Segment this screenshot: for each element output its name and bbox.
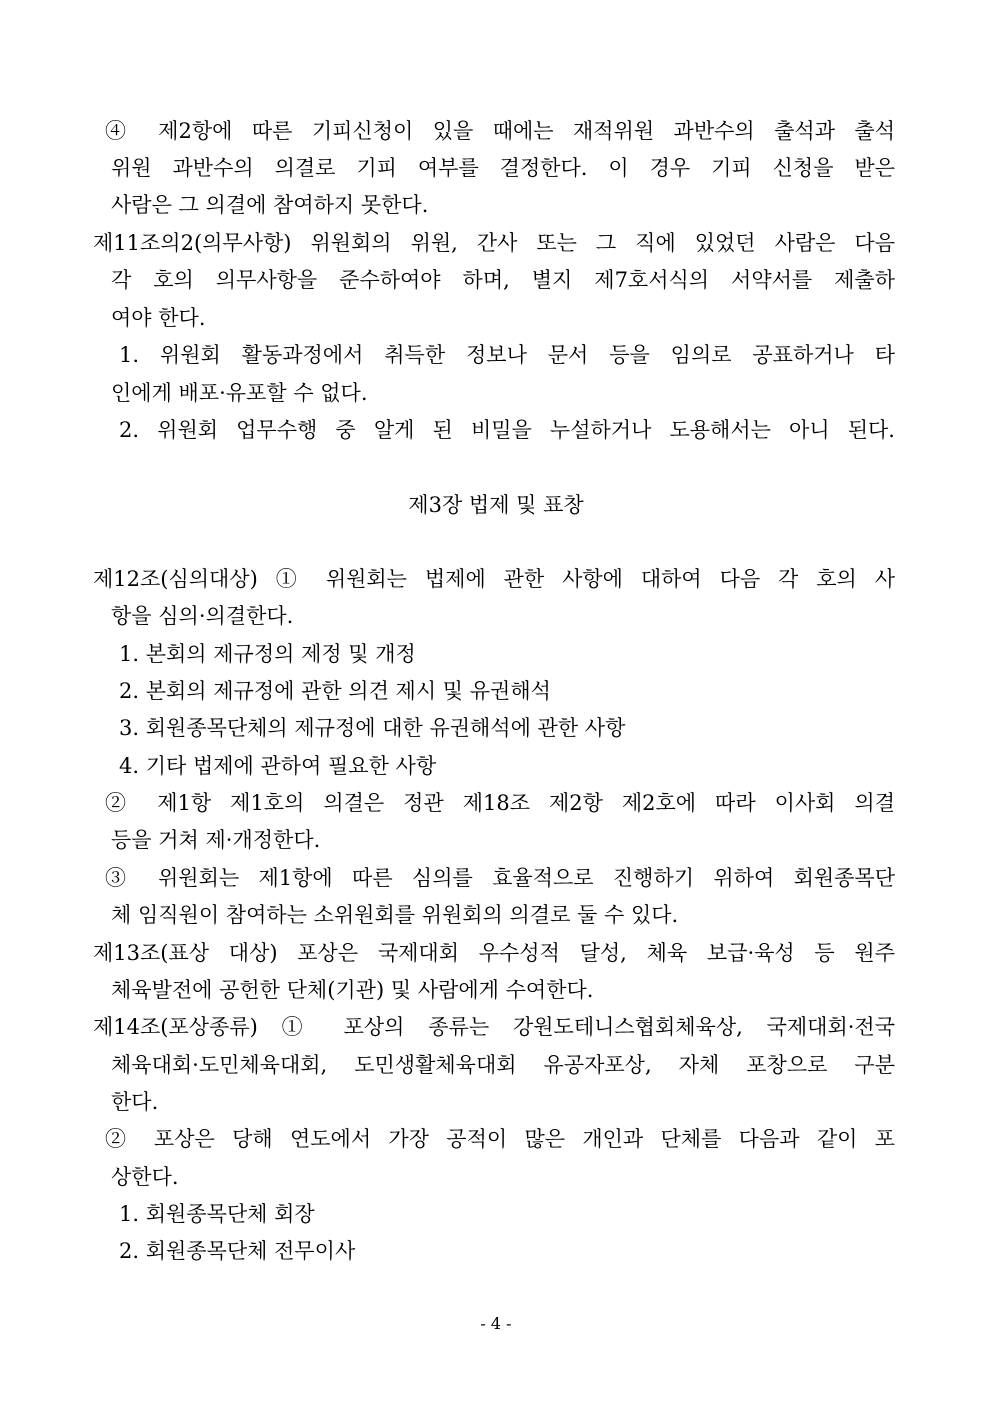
article-14-line-3: 한다. xyxy=(111,1090,159,1114)
article-13-line-1: 제13조(표상 대상) 포상은 국제대회 우수성적 달성, 체육 보급·육성 등 원주 xyxy=(93,941,895,965)
article-11-2-line-1: 제11조의2(의무사항) 위원회의 위원, 간사 또는 그 직에 있었던 사람은 다음 xyxy=(93,231,895,255)
article-11-2-item-1-line-1: 1. 위원회 활동과정에서 취득한 정보나 문서 등을 임의로 공표하거나 타 xyxy=(119,343,895,367)
chapter-heading: 제3장 법제 및 표창 xyxy=(408,493,584,517)
article-13-line-2: 체육발전에 공헌한 단체(기관) 및 사람에게 수여한다. xyxy=(111,978,594,1002)
page-number: - 4 - xyxy=(480,1314,512,1333)
article-11-2-item-2: 2. 위원회 업무수행 중 알게 된 비밀을 누설하거나 도용해서는 아니 된다. xyxy=(119,418,895,442)
article-12-item-1: 1. 본회의 제규정의 제정 및 개정 xyxy=(119,642,416,666)
article-14-para-2-line-1: ② 포상은 당해 연도에서 가장 공적이 많은 개인과 단체를 다음과 같이 포 xyxy=(105,1127,895,1151)
article-12-para-2-line-2: 등을 거쳐 제·개정한다. xyxy=(111,828,321,852)
article-12-para-2-line-1: ② 제1항 제1호의 의결은 정관 제18조 제2항 제2호에 따라 이사회 의결 xyxy=(105,791,895,815)
article-14-item-2: 2. 회원종목단체 전무이사 xyxy=(119,1239,356,1263)
article-14-line-1: 제14조(포상종류) ① 포상의 종류는 강원도테니스협회체육상, 국제대회·전국 xyxy=(93,1015,895,1039)
article-12-item-2: 2. 본회의 제규정에 관한 의견 제시 및 유권해석 xyxy=(119,679,551,703)
article-12-para-3-line-2: 체 임직원이 참여하는 소위원회를 위원회의 의결로 둘 수 있다. xyxy=(111,903,679,927)
paragraph-4-line-3: 사람은 그 의결에 참여하지 못한다. xyxy=(111,193,429,217)
article-14-item-1: 1. 회원종목단체 회장 xyxy=(119,1202,315,1226)
article-14-para-2-line-2: 상한다. xyxy=(111,1165,179,1189)
article-12-item-4: 4. 기타 법제에 관하여 필요한 사항 xyxy=(119,754,437,778)
article-12-line-1: 제12조(심의대상) ① 위원회는 법제에 관한 사항에 대하여 다음 각 호의 사 xyxy=(93,567,895,591)
paragraph-4-line-2: 위원 과반수의 의결로 기피 여부를 결정한다. 이 경우 기피 신청을 받은 xyxy=(111,156,895,180)
article-11-2-item-1-line-2: 인에게 배포·유포할 수 없다. xyxy=(111,381,368,405)
paragraph-4-line-1: ④ 제2항에 따른 기피신청이 있을 때에는 재적위원 과반수의 출석과 출석 xyxy=(105,119,895,143)
article-11-2-line-3: 여야 한다. xyxy=(111,306,206,330)
article-14-line-2: 체육대회·도민체육대회, 도민생활체육대회 유공자포상, 자체 포창으로 구분 xyxy=(111,1053,895,1077)
article-12-line-2: 항을 심의·의결한다. xyxy=(111,604,294,628)
article-12-para-3-line-1: ③ 위원회는 제1항에 따른 심의를 효율적으로 진행하기 위하여 회원종목단 xyxy=(105,866,895,890)
article-11-2-line-2: 각 호의 의무사항을 준수하여야 하며, 별지 제7호서식의 서약서를 제출하 xyxy=(111,268,895,292)
article-12-item-3: 3. 회원종목단체의 제규정에 대한 유권해석에 관한 사항 xyxy=(119,716,626,740)
